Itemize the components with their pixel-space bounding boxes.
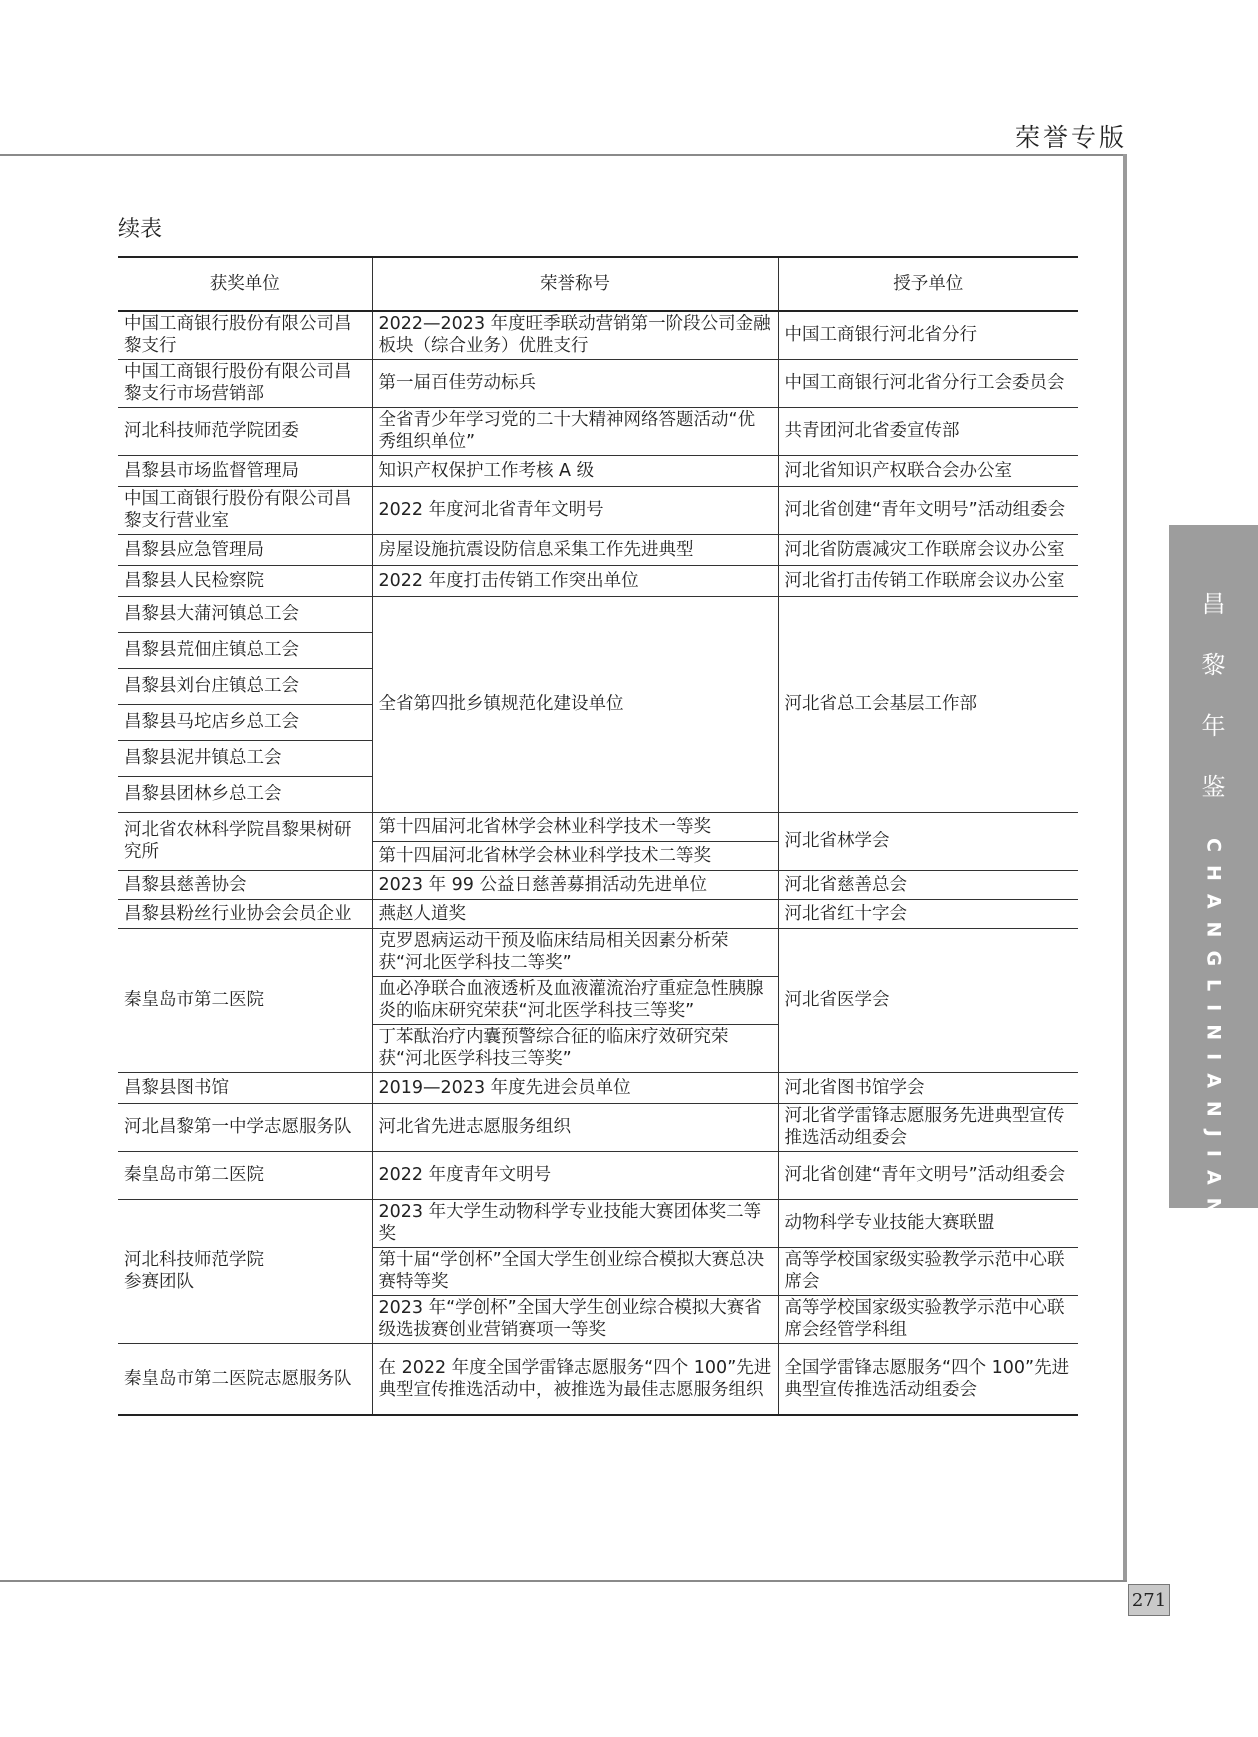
- cell-grantor: 高等学校国家级实验教学示范中心联席会: [778, 1247, 1078, 1295]
- cell-unit: 昌黎县团林乡总工会: [118, 776, 372, 812]
- cell-unit: 昌黎县刘台庄镇总工会: [118, 668, 372, 704]
- cell-unit: 昌黎县市场监督管理局: [118, 455, 372, 486]
- awards-table: [118, 256, 1078, 1416]
- table-row: [118, 1151, 1078, 1199]
- cell-unit: 秦皇岛市第二医院: [118, 928, 372, 1072]
- cell-unit: 昌黎县马坨店乡总工会: [118, 704, 372, 740]
- cell-unit: 中国工商银行股份有限公司昌黎支行: [118, 311, 372, 359]
- cell-grantor: 河北省红十字会: [778, 899, 1078, 928]
- table-row: [118, 1199, 1078, 1247]
- cell-honor: 2023 年 99 公益日慈善募捐活动先进单位: [372, 870, 778, 899]
- frame-bottom-rule: [0, 1580, 1127, 1582]
- cell-grantor: 高等学校国家级实验教学示范中心联席会经管学科组: [778, 1295, 1078, 1343]
- cell-honor: 2022 年度河北省青年文明号: [372, 486, 778, 534]
- cell-unit: 昌黎县荒佃庄镇总工会: [118, 632, 372, 668]
- column-header-unit: 获奖单位: [118, 257, 372, 311]
- cell-unit: 河北科技师范学院团委: [118, 407, 372, 455]
- cell-grantor: 河北省总工会基层工作部: [778, 596, 1078, 812]
- cell-grantor: 中国工商银行河北省分行工会委员会: [778, 359, 1078, 407]
- cell-honor: 在 2022 年度全国学雷锋志愿服务“四个 100”先进典型宣传推选活动中，被推选为最佳志愿服务组织: [372, 1343, 778, 1415]
- cell-unit: 秦皇岛市第二医院: [118, 1151, 372, 1199]
- table-row: [118, 455, 1078, 486]
- cell-unit: [118, 1199, 372, 1343]
- cell-honor: 房屋设施抗震设防信息采集工作先进典型: [372, 534, 778, 565]
- cell-unit: 昌黎县图书馆: [118, 1072, 372, 1103]
- cell-grantor: 河北省图书馆学会: [778, 1072, 1078, 1103]
- cell-honor: 丁苯酞治疗内囊预警综合征的临床疗效研究荣获“河北医学科技三等奖”: [372, 1024, 778, 1072]
- cell-grantor: 河北省创建“青年文明号”活动组委会: [778, 1151, 1078, 1199]
- side-tab-char: 昌: [1201, 590, 1226, 618]
- table-row: [118, 407, 1078, 455]
- section-title: 荣誉专版: [1014, 123, 1127, 152]
- cell-unit: 昌黎县慈善协会: [118, 870, 372, 899]
- cell-honor: 全省第四批乡镇规范化建设单位: [372, 596, 778, 812]
- continued-label: 续表: [118, 217, 163, 242]
- table-row: [118, 565, 1078, 596]
- cell-unit: 昌黎县大蒲河镇总工会: [118, 596, 372, 632]
- table-row: [118, 812, 1078, 841]
- cell-honor: 第十四届河北省林学会林业科学技术一等奖: [372, 812, 778, 841]
- frame-right-rule: [1123, 154, 1127, 1582]
- cell-honor: 第十届“学创杯”全国大学生创业综合模拟大赛总决赛特等奖: [372, 1247, 778, 1295]
- side-tab: [1169, 525, 1258, 1227]
- cell-honor: 燕赵人道奖: [372, 899, 778, 928]
- cell-unit-line: 河北科技师范学院: [124, 1250, 264, 1270]
- cell-grantor: 河北省打击传销工作联席会议办公室: [778, 565, 1078, 596]
- cell-unit: 河北省农林科学院昌黎果树研究所: [118, 812, 372, 870]
- cell-honor: 血必净联合血液透析及血液灌流治疗重症急性胰腺炎的临床研究荣获“河北医学科技三等奖”: [372, 976, 778, 1024]
- cell-honor: 知识产权保护工作考核 A 级: [372, 455, 778, 486]
- cell-honor: 2019—2023 年度先进会员单位: [372, 1072, 778, 1103]
- column-header-grantor: 授予单位: [778, 257, 1078, 311]
- cell-honor: 2023 年“学创杯”全国大学生创业综合模拟大赛省级选拔赛创业营销赛项一等奖: [372, 1295, 778, 1343]
- cell-unit: 昌黎县泥井镇总工会: [118, 740, 372, 776]
- table-row: [118, 486, 1078, 534]
- cell-unit: 昌黎县应急管理局: [118, 534, 372, 565]
- cell-honor: 第一届百佳劳动标兵: [372, 359, 778, 407]
- side-tab-char: 鉴: [1201, 773, 1226, 801]
- cell-grantor: 河北省创建“青年文明号”活动组委会: [778, 486, 1078, 534]
- cell-grantor: 河北省防震减灾工作联席会议办公室: [778, 534, 1078, 565]
- cell-grantor: 河北省慈善总会: [778, 870, 1078, 899]
- cell-unit: 昌黎县粉丝行业协会会员企业: [118, 899, 372, 928]
- cell-honor: 2022 年度青年文明号: [372, 1151, 778, 1199]
- cell-grantor: 动物科学专业技能大赛联盟: [778, 1199, 1078, 1247]
- table-row: [118, 359, 1078, 407]
- cell-honor: 第十四届河北省林学会林业科学技术二等奖: [372, 841, 778, 870]
- column-header-honor: 荣誉称号: [372, 257, 778, 311]
- page-number: 271: [1128, 1584, 1170, 1616]
- cell-honor: 河北省先进志愿服务组织: [372, 1103, 778, 1151]
- cell-unit: 中国工商银行股份有限公司昌黎支行市场营销部: [118, 359, 372, 407]
- table-row: [118, 534, 1078, 565]
- cell-grantor: 河北省医学会: [778, 928, 1078, 1072]
- cell-honor: 2022—2023 年度旺季联动营销第一阶段公司金融板块（综合业务）优胜支行: [372, 311, 778, 359]
- cell-honor: 全省青少年学习党的二十大精神网络答题活动“优秀组织单位”: [372, 407, 778, 455]
- side-tab-char: 年: [1201, 712, 1226, 740]
- cell-unit: 昌黎县人民检察院: [118, 565, 372, 596]
- cell-grantor: 河北省知识产权联合会办公室: [778, 455, 1078, 486]
- table-row: [118, 870, 1078, 899]
- cell-grantor: 共青团河北省委宣传部: [778, 407, 1078, 455]
- cell-unit: 秦皇岛市第二医院志愿服务队: [118, 1343, 372, 1415]
- cell-unit: 中国工商银行股份有限公司昌黎支行营业室: [118, 486, 372, 534]
- table-row: [118, 928, 1078, 976]
- side-tab-char: 黎: [1201, 651, 1226, 679]
- cell-honor: 2022 年度打击传销工作突出单位: [372, 565, 778, 596]
- table-row: [118, 1103, 1078, 1151]
- cell-grantor: 全国学雷锋志愿服务“四个 100”先进典型宣传推选活动组委会: [778, 1343, 1078, 1415]
- cell-grantor: 河北省林学会: [778, 812, 1078, 870]
- table-row: [118, 1343, 1078, 1415]
- cell-unit-line: 参赛团队: [124, 1272, 194, 1292]
- cell-grantor: 河北省学雷锋志愿服务先进典型宣传推选活动组委会: [778, 1103, 1078, 1151]
- side-tab-latin: CHANGLINIANJIAN: [1202, 838, 1225, 1227]
- table-row: [118, 899, 1078, 928]
- table-header-row: [118, 257, 1078, 311]
- cell-unit: 河北昌黎第一中学志愿服务队: [118, 1103, 372, 1151]
- cell-honor: 克罗恩病运动干预及临床结局相关因素分析荣获“河北医学科技二等奖”: [372, 928, 778, 976]
- cell-honor: 2023 年大学生动物科学专业技能大赛团体奖二等奖: [372, 1199, 778, 1247]
- table-row: [118, 596, 1078, 632]
- frame-top-rule: [0, 154, 1124, 156]
- table-row: [118, 1072, 1078, 1103]
- table-row: [118, 311, 1078, 359]
- cell-grantor: 中国工商银行河北省分行: [778, 311, 1078, 359]
